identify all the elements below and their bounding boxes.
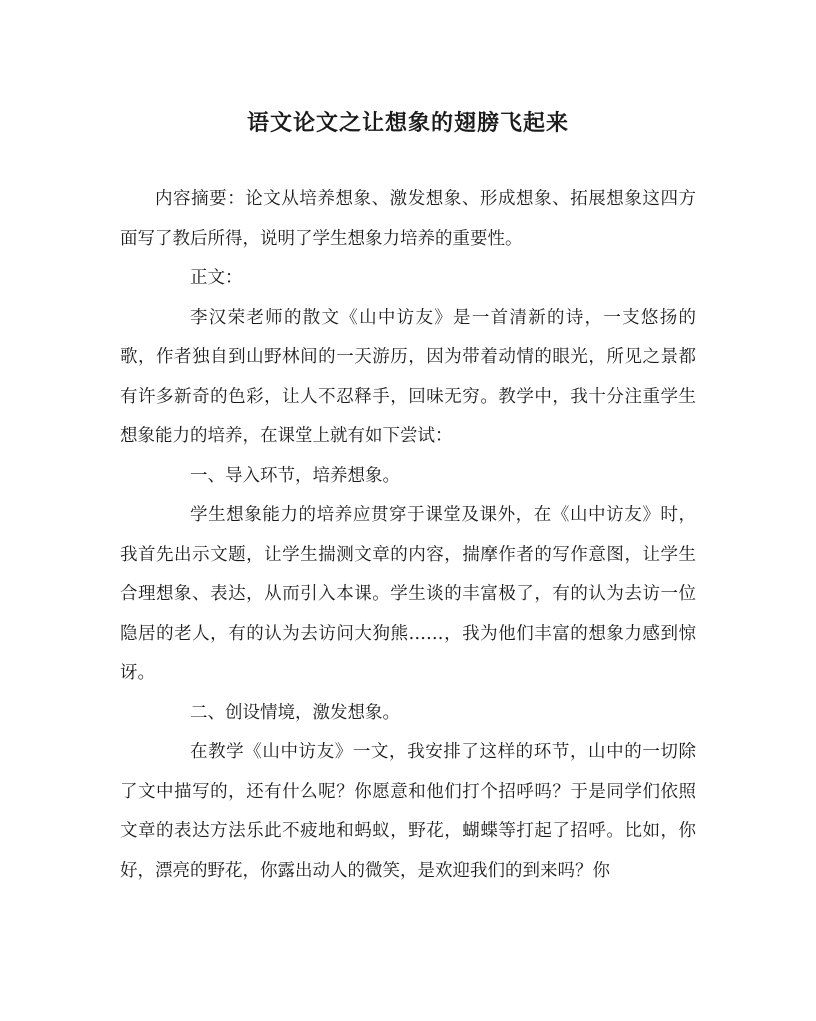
section-heading-1: 一、导入环节，培养想象。 [190,465,400,486]
document-body [120,180,696,891]
section-1-paragraph: 学生想象能力的培养应贯穿于课堂及课外，在《山中访友》时，我首先出示文题，让学生揣测文章的内容，揣摩作者的写作意图，让学生合理想象、表达，从而引入本课。学生谈的丰富极了，有的认为去访一位隐居的老人，有的认为去访问大狗熊……，我为他们丰富的想象力感到惊讶。 [120,505,696,683]
section-2-paragraph: 在教学《山中访友》一文，我安排了这样的环节，山中的一切除了文中描写的，还有什么呢？你愿意和他们打个招呼吗？于是同学们依照文章的表达方法乐此不疲地和蚂蚁，野花，蝴蝶等打起了招呼。比如，你好，漂亮的野花，你露出动人的微笑，是欢迎我们的到来吗？你 [120,742,696,881]
intro-paragraph: 李汉荣老师的散文《山中访友》是一首清新的诗，一支悠扬的歌，作者独自到山野林间的一天游历，因为带着动情的眼光，所见之景都有许多新奇的色彩，让人不忍释手，回味无穷。教学中，我十分注重学生想象能力的培养，在课堂上就有如下尝试： [120,307,696,446]
section-heading-2: 二、创设情境，激发想象。 [190,702,400,723]
body-heading: 正文： [190,268,243,288]
abstract-paragraph: 内容摘要：论文从培养想象、激发想象、形成想象、拓展想象这四方面写了教后所得，说明了学生想象力培养的重要性。 [120,189,696,249]
document-title: 语文论文之让想象的翅膀飞起来 [246,110,569,136]
